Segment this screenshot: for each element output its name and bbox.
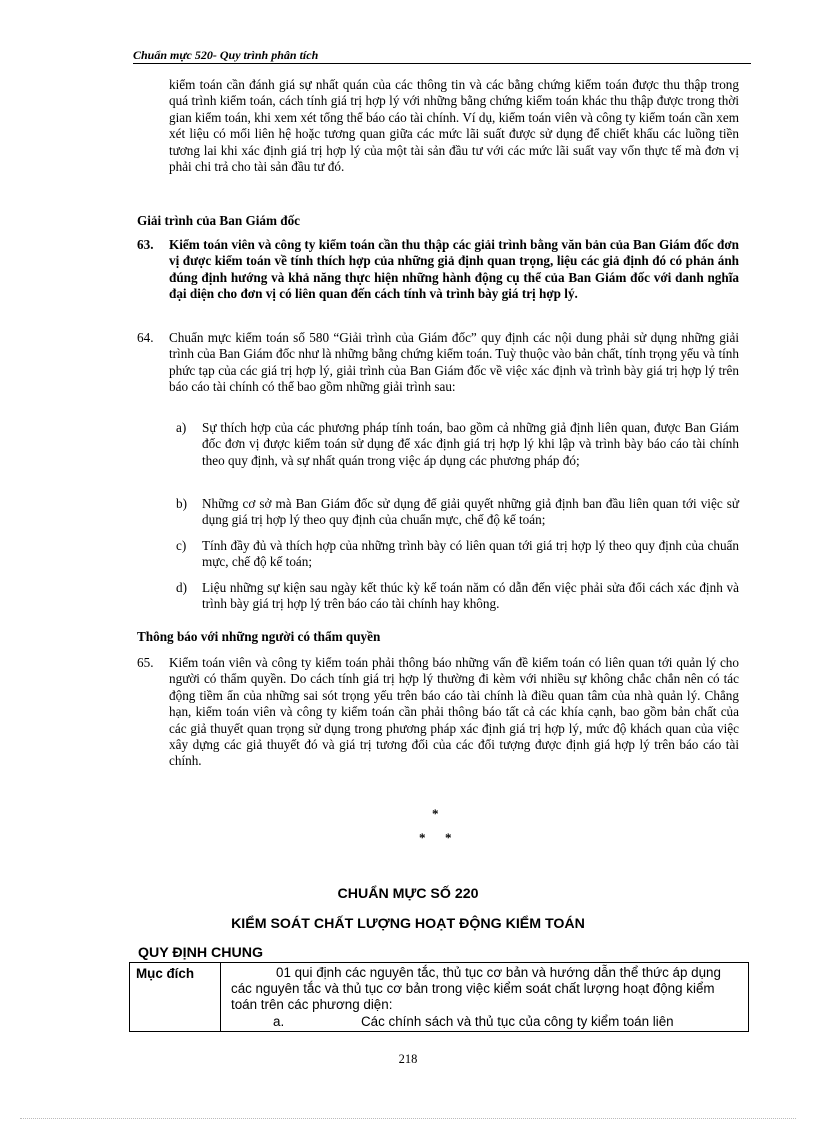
section-heading-management-representations: Giải trình của Ban Giám đốc xyxy=(137,213,301,228)
list-item-c: Tính đầy đủ và thích hợp của những trình bày có liên quan tới giá trị hợp lý theo quy định của chuẩn mực, chế độ kế toán; xyxy=(202,538,739,570)
purpose-text: 01 qui định các nguyên tắc, thủ tục cơ bản và hướng dẫn thể thức áp dụng các nguyên tắc và thủ tục cơ bản trong việc kiểm soát chất lượng hoạt động kiểm toán trên các phương diện: xyxy=(231,965,721,1013)
list-item-letter-d: d) xyxy=(176,580,187,595)
list-item-letter-a: a) xyxy=(176,420,187,435)
intro-continuation-paragraph: kiểm toán cần đánh giá sự nhất quán của các thông tin và các bằng chứng kiểm toán được thu thập trong quá trình kiểm toán, cách tính giá trị hợp lý với những bằng chứng kiểm toán khác thu thập được trong thời gian kiểm toán, khi xem xét tổng thể báo cáo tài chính. Ví dụ, kiểm toán viên và công ty kiểm toán cần xem xét liệu có mối liên hệ hoặc tương quan giữa các mức lãi suất được sử dụng để chiết khấu các luồng tiền tương lai khi xác định giá trị hợp lý của một tài sản đầu tư với các mức lãi suất vay vốn thực tế mà đơn vị phải chi trả cho tài sản đầu tư đó. xyxy=(169,77,739,175)
list-item-b: Những cơ sở mà Ban Giám đốc sử dụng để giải quyết những giả định ban đầu liên quan tới việc sử dụng giá trị hợp lý theo quy định của chuẩn mực, chế độ kế toán; xyxy=(202,496,739,528)
paragraph-63: Kiểm toán viên và công ty kiểm toán cần thu thập các giải trình bằng văn bản của Ban Giám đốc đơn vị được kiểm toán về tính thích hợp của những giả định quan trọng, liệu các giả định đó có phản ánh đúng định hướng và khả năng thực hiện những hành động cụ thể của Ban Giám đốc với danh nghĩa đại diện cho đơn vị có liên quan đến cách tính và trình bày giá trị hợp lý. xyxy=(169,237,739,302)
purpose-sub-text: Các chính sách và thủ tục của công ty kiểm toán liên xyxy=(361,1013,674,1029)
paragraph-number-64: 64. xyxy=(137,330,154,345)
standard-number-title: CHUẨN MỰC SỐ 220 xyxy=(337,886,479,902)
standard-name-title: KIỂM SOÁT CHẤT LƯỢNG HOẠT ĐỘNG KIỂM TOÁN xyxy=(231,916,585,932)
page-number: 218 xyxy=(398,1052,418,1066)
purpose-sub-item xyxy=(231,1014,738,1030)
separator-star-top: * xyxy=(432,806,439,821)
separator-stars-bottom: * * xyxy=(419,830,452,845)
purpose-sub-letter: a. xyxy=(273,1013,285,1029)
list-item-d: Liệu những sự kiện sau ngày kết thúc kỳ kế toán năm có dẫn đến việc phải sửa đổi cách xác định và trình bày giá trị hợp lý trên báo cáo tài chính hay không. xyxy=(202,580,739,612)
running-header: Chuẩn mực 520- Quy trình phân tích xyxy=(133,48,751,64)
paragraph-65: Kiểm toán viên và công ty kiểm toán phải thông báo những vấn đề kiểm toán có liên quan tới quản lý cho người có thẩm quyền. Do cách tính giá trị hợp lý thường đi kèm với nhiều sự không chắc chắn nên có tác động tiềm ẩn của những sai sót trọng yếu trên báo cáo tài chính là điều quan tâm của nhà quản lý. Chẳng hạn, kiểm toán viên và công ty kiểm toán cần phải thông báo tất cả các khía cạnh, bao gồm bản chất của các giả thuyết quan trọng sử dụng trong phương pháp xác định giá trị hợp lý, mức độ khách quan của việc xây dựng các giả thuyết đó và giá trị tương đối của các đối tượng được định giá hợp lý trên báo cáo tài chính. xyxy=(169,655,739,769)
section-heading-communication: Thông báo với những người có thẩm quyền xyxy=(137,629,381,644)
paragraph-number-65: 65. xyxy=(137,655,154,670)
paragraph-64: Chuẩn mực kiểm toán số 580 “Giải trình của Giám đốc” quy định các nội dung phải sử dụng những giải trình của Ban Giám đốc như là những bằng chứng kiểm toán. Tuỳ thuộc vào bản chất, tính trọng yếu và tính phức tạp của các giá trị hợp lý, giải trình của Ban Giám đốc về việc xác định và trình bày giá trị hợp lý trên báo cáo tài chính có thể bao gồm những giải trình sau: xyxy=(169,330,739,395)
general-provisions-label: QUY ĐỊNH CHUNG xyxy=(138,945,264,961)
purpose-content-cell xyxy=(221,963,749,1032)
list-item-letter-c: c) xyxy=(176,538,187,553)
purpose-table xyxy=(129,962,749,1032)
list-item-a: Sự thích hợp của các phương pháp tính toán, bao gồm cả những giả định liên quan, được Ban Giám đốc đơn vị được kiểm toán sử dụng để xác định giá trị hợp lý khi lập và trình bày báo cáo tài chính theo quy định, và sự nhất quán trong việc áp dụng các phương pháp đó; xyxy=(202,420,739,468)
purpose-label-cell: Mục đích xyxy=(130,963,221,1032)
page-bottom-divider xyxy=(20,1118,796,1119)
paragraph-number-63: 63. xyxy=(137,237,154,252)
list-item-letter-b: b) xyxy=(176,496,187,511)
table-row xyxy=(130,963,749,1032)
